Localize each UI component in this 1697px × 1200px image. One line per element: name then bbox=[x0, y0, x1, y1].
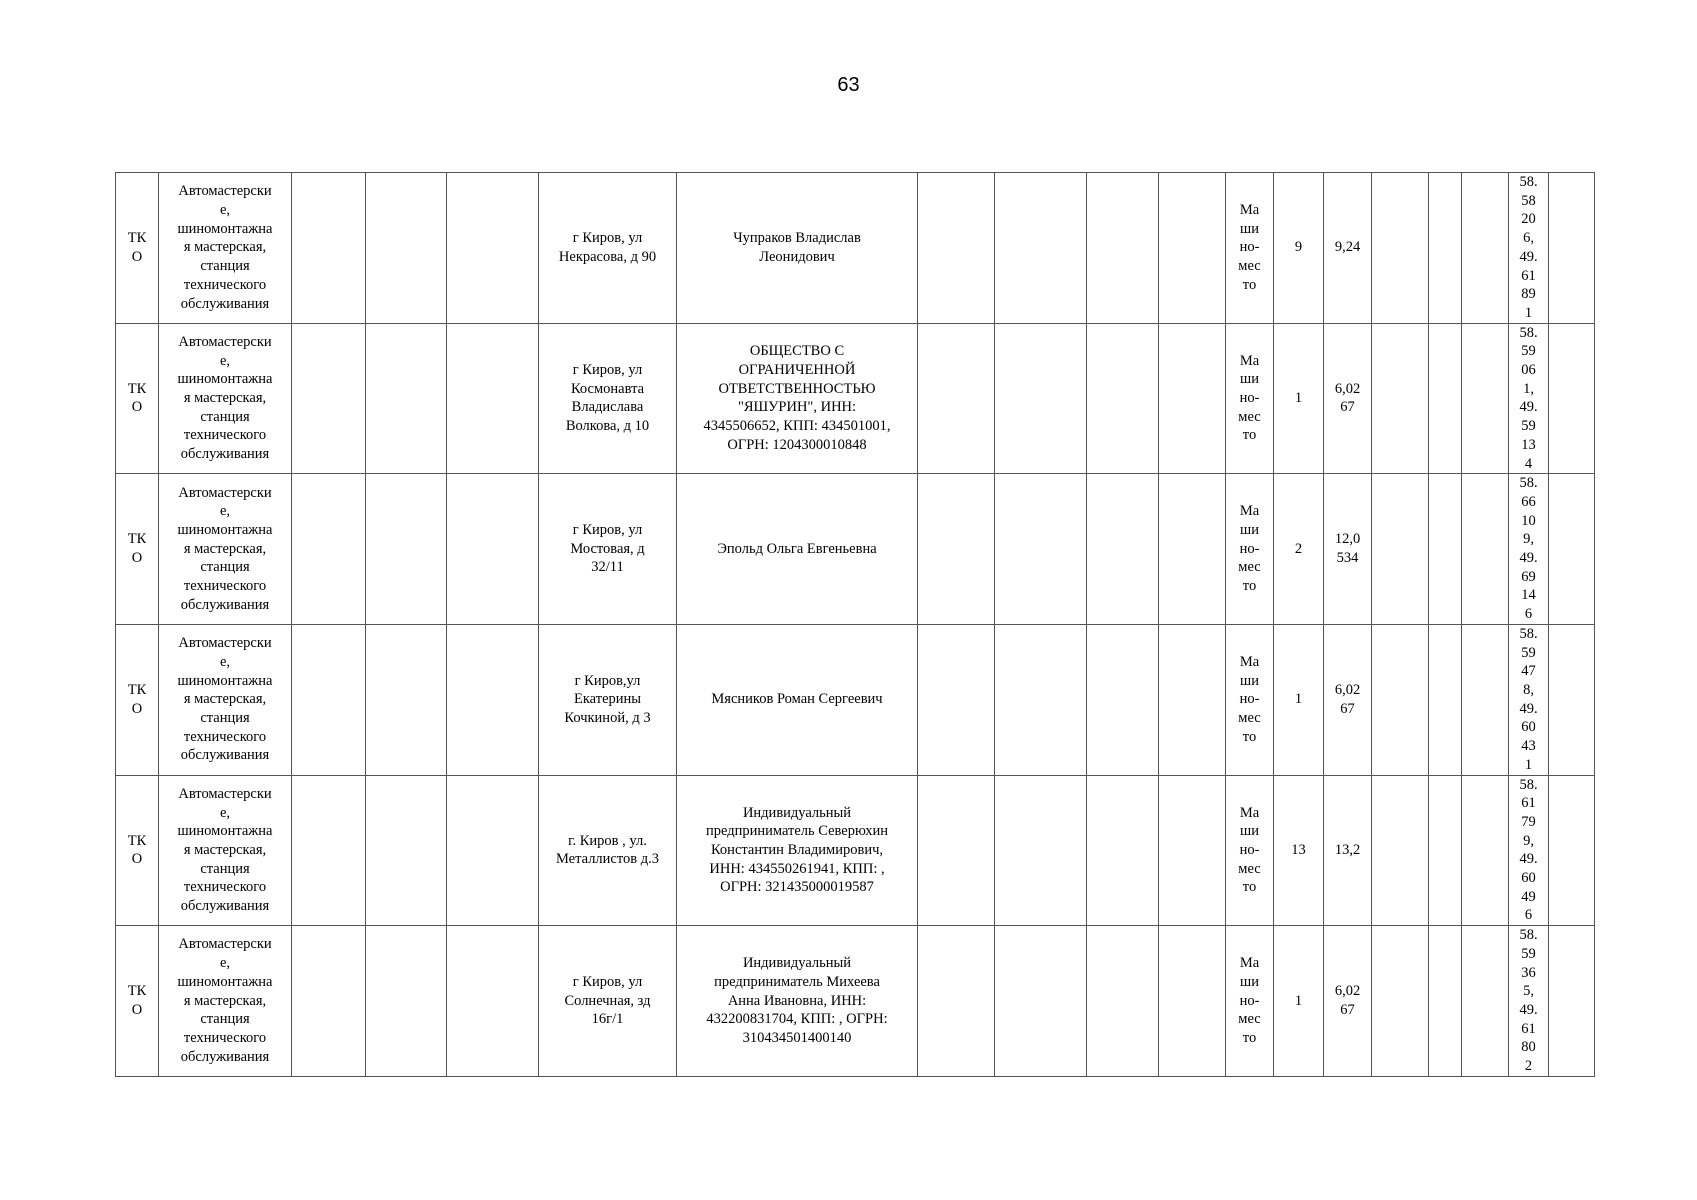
cell-empty bbox=[292, 926, 366, 1077]
cell-empty bbox=[1159, 323, 1226, 474]
cell-empty bbox=[1372, 775, 1429, 926]
cell-empty bbox=[995, 775, 1087, 926]
cell-coordinates: 58. 59 47 8, 49. 60 43 1 bbox=[1509, 624, 1549, 775]
cell-empty bbox=[1372, 624, 1429, 775]
cell-address: г Киров, ул Космонавта Владислава Волкова, д 10 bbox=[539, 323, 677, 474]
cell-empty bbox=[1087, 173, 1159, 324]
cell-empty bbox=[995, 624, 1087, 775]
cell-empty bbox=[1549, 775, 1595, 926]
cell-count: 9 bbox=[1274, 173, 1324, 324]
cell-empty bbox=[1372, 926, 1429, 1077]
cell-empty bbox=[1372, 173, 1429, 324]
cell-count: 1 bbox=[1274, 323, 1324, 474]
cell-empty bbox=[1159, 775, 1226, 926]
cell-empty bbox=[366, 474, 447, 625]
cell-empty bbox=[1462, 926, 1509, 1077]
cell-owner: Эпольд Ольга Евгеньевна bbox=[677, 474, 918, 625]
cell-empty bbox=[1087, 926, 1159, 1077]
cell-facility-type: Автомастерски е, шиномонтажна я мастерская, станция технического обслуживания bbox=[159, 926, 292, 1077]
cell-waste-type: ТК О bbox=[116, 624, 159, 775]
cell-unit: Ма ши но- мес то bbox=[1226, 926, 1274, 1077]
cell-empty bbox=[1087, 775, 1159, 926]
cell-coordinates: 58. 61 79 9, 49. 60 49 6 bbox=[1509, 775, 1549, 926]
cell-unit: Ма ши но- мес то bbox=[1226, 624, 1274, 775]
cell-empty bbox=[995, 474, 1087, 625]
cell-owner: Индивидуальный предприниматель Северюхин Константин Владимирович, ИНН: 434550261941, КПП: , ОГРН: 321435000019587 bbox=[677, 775, 918, 926]
cell-empty bbox=[1462, 474, 1509, 625]
cell-address: г Киров,ул Екатерины Кочкиной, д 3 bbox=[539, 624, 677, 775]
cell-empty bbox=[366, 926, 447, 1077]
cell-empty bbox=[366, 775, 447, 926]
cell-empty bbox=[918, 624, 995, 775]
cell-waste-type: ТК О bbox=[116, 323, 159, 474]
cell-value: 13,2 bbox=[1324, 775, 1372, 926]
cell-empty bbox=[1087, 624, 1159, 775]
cell-empty bbox=[292, 323, 366, 474]
cell-empty bbox=[1429, 474, 1462, 625]
cell-coordinates: 58. 59 06 1, 49. 59 13 4 bbox=[1509, 323, 1549, 474]
cell-owner: ОБЩЕСТВО С ОГРАНИЧЕННОЙ ОТВЕТСТВЕННОСТЬЮ "ЯШУРИН", ИНН: 4345506652, КПП: 434501001, ОГРН: 1204300010848 bbox=[677, 323, 918, 474]
cell-empty bbox=[1549, 474, 1595, 625]
cell-empty bbox=[366, 323, 447, 474]
cell-value: 6,02 67 bbox=[1324, 624, 1372, 775]
cell-count: 2 bbox=[1274, 474, 1324, 625]
cell-unit: Ма ши но- мес то bbox=[1226, 474, 1274, 625]
cell-facility-type: Автомастерски е, шиномонтажна я мастерская, станция технического обслуживания bbox=[159, 624, 292, 775]
cell-empty bbox=[1462, 775, 1509, 926]
cell-facility-type: Автомастерски е, шиномонтажна я мастерская, станция технического обслуживания bbox=[159, 173, 292, 324]
cell-value: 12,0 534 bbox=[1324, 474, 1372, 625]
cell-empty bbox=[1087, 474, 1159, 625]
cell-empty bbox=[1087, 323, 1159, 474]
cell-empty bbox=[447, 474, 539, 625]
cell-waste-type: ТК О bbox=[116, 173, 159, 324]
cell-empty bbox=[1549, 173, 1595, 324]
cell-empty bbox=[995, 173, 1087, 324]
registry-table bbox=[115, 172, 1595, 1077]
cell-empty bbox=[292, 474, 366, 625]
cell-empty bbox=[1372, 474, 1429, 625]
page-number: 63 bbox=[837, 74, 860, 96]
cell-empty bbox=[1429, 926, 1462, 1077]
cell-waste-type: ТК О bbox=[116, 926, 159, 1077]
table-row bbox=[116, 474, 1595, 625]
cell-empty bbox=[918, 173, 995, 324]
cell-value: 6,02 67 bbox=[1324, 926, 1372, 1077]
cell-empty bbox=[1462, 323, 1509, 474]
cell-coordinates: 58. 59 36 5, 49. 61 80 2 bbox=[1509, 926, 1549, 1077]
cell-unit: Ма ши но- мес то bbox=[1226, 173, 1274, 324]
cell-coordinates: 58. 66 10 9, 49. 69 14 6 bbox=[1509, 474, 1549, 625]
cell-empty bbox=[1549, 926, 1595, 1077]
cell-empty bbox=[1429, 323, 1462, 474]
cell-owner: Чупраков Владислав Леонидович bbox=[677, 173, 918, 324]
cell-facility-type: Автомастерски е, шиномонтажна я мастерская, станция технического обслуживания bbox=[159, 474, 292, 625]
cell-empty bbox=[1462, 173, 1509, 324]
table-row bbox=[116, 775, 1595, 926]
cell-empty bbox=[1372, 323, 1429, 474]
cell-empty bbox=[918, 474, 995, 625]
cell-address: г. Киров , ул. Металлистов д.3 bbox=[539, 775, 677, 926]
cell-address: г Киров, ул Некрасова, д 90 bbox=[539, 173, 677, 324]
cell-empty bbox=[366, 173, 447, 324]
cell-empty bbox=[1429, 775, 1462, 926]
cell-address: г Киров, ул Солнечная, зд 16г/1 bbox=[539, 926, 677, 1077]
cell-count: 1 bbox=[1274, 624, 1324, 775]
cell-empty bbox=[447, 775, 539, 926]
cell-empty bbox=[447, 323, 539, 474]
cell-empty bbox=[292, 173, 366, 324]
cell-empty bbox=[292, 624, 366, 775]
table-row bbox=[116, 624, 1595, 775]
cell-empty bbox=[918, 323, 995, 474]
cell-value: 6,02 67 bbox=[1324, 323, 1372, 474]
table-row bbox=[116, 926, 1595, 1077]
cell-empty bbox=[1549, 323, 1595, 474]
cell-empty bbox=[918, 926, 995, 1077]
cell-empty bbox=[1159, 926, 1226, 1077]
cell-empty bbox=[1549, 624, 1595, 775]
cell-empty bbox=[995, 926, 1087, 1077]
cell-empty bbox=[1159, 173, 1226, 324]
cell-empty bbox=[1429, 624, 1462, 775]
cell-facility-type: Автомастерски е, шиномонтажна я мастерская, станция технического обслуживания bbox=[159, 775, 292, 926]
cell-empty bbox=[366, 624, 447, 775]
table-row bbox=[116, 323, 1595, 474]
cell-unit: Ма ши но- мес то bbox=[1226, 323, 1274, 474]
cell-address: г Киров, ул Мостовая, д 32/11 bbox=[539, 474, 677, 625]
cell-empty bbox=[1462, 624, 1509, 775]
cell-empty bbox=[292, 775, 366, 926]
cell-unit: Ма ши но- мес то bbox=[1226, 775, 1274, 926]
cell-waste-type: ТК О bbox=[116, 775, 159, 926]
cell-coordinates: 58. 58 20 6, 49. 61 89 1 bbox=[1509, 173, 1549, 324]
cell-empty bbox=[918, 775, 995, 926]
cell-empty bbox=[995, 323, 1087, 474]
cell-value: 9,24 bbox=[1324, 173, 1372, 324]
table-body bbox=[116, 173, 1595, 1077]
cell-facility-type: Автомастерски е, шиномонтажна я мастерская, станция технического обслуживания bbox=[159, 323, 292, 474]
cell-empty bbox=[447, 624, 539, 775]
cell-count: 1 bbox=[1274, 926, 1324, 1077]
cell-empty bbox=[1159, 474, 1226, 625]
cell-empty bbox=[447, 173, 539, 324]
cell-empty bbox=[1429, 173, 1462, 324]
cell-empty bbox=[447, 926, 539, 1077]
cell-waste-type: ТК О bbox=[116, 474, 159, 625]
cell-empty bbox=[1159, 624, 1226, 775]
cell-owner: Мясников Роман Сергеевич bbox=[677, 624, 918, 775]
table-row bbox=[116, 173, 1595, 324]
cell-owner: Индивидуальный предприниматель Михеева Анна Ивановна, ИНН: 432200831704, КПП: , ОГРН: 310434501400140 bbox=[677, 926, 918, 1077]
cell-count: 13 bbox=[1274, 775, 1324, 926]
